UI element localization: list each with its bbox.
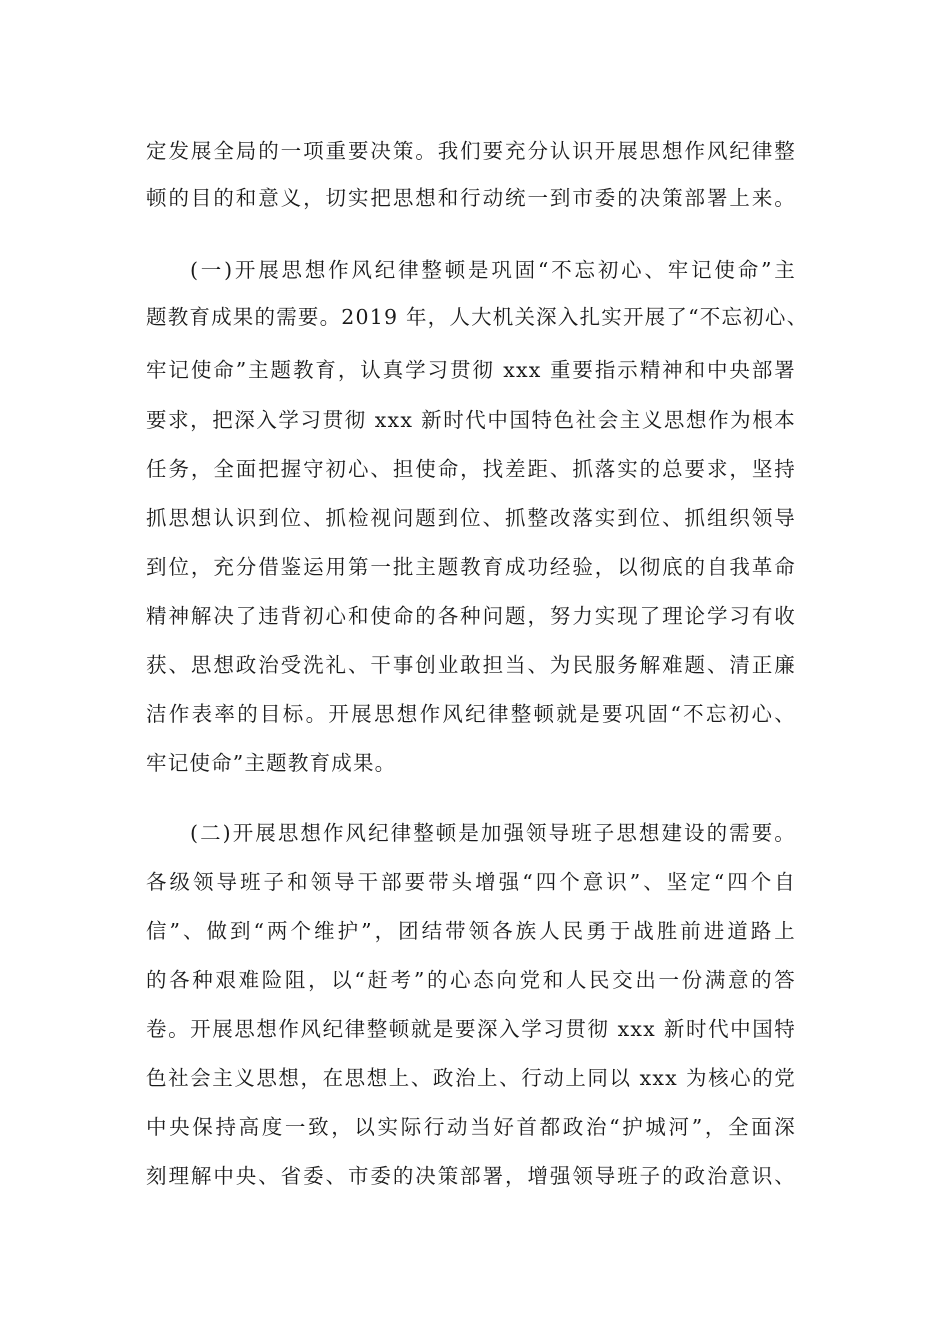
text-line: 任务，全面把握守初心、担使命，找差距、抓落实的总要求，坚持 (146, 457, 796, 481)
text-line: 牢记使命”主题教育成果。 (146, 751, 397, 775)
text-line: 信”、做到“两个维护”，团结带领各族人民勇于战胜前进道路上 (146, 919, 796, 943)
text-line: 要求，把深入学习贯彻 xxx 新时代中国特色社会主义思想作为根本 (146, 408, 796, 432)
text-line: 洁作表率的目标。开展思想作风纪律整顿就是要巩固“不忘初心、 (146, 702, 796, 726)
text-line: 色社会主义思想，在思想上、政治上、行动上同以 xxx 为核心的党 (146, 1066, 796, 1090)
text-line: 牢记使命”主题教育，认真学习贯彻 xxx 重要指示精神和中央部署 (146, 358, 796, 382)
text-line: 抓思想认识到位、抓检视问题到位、抓整改落实到位、抓组织领导 (146, 506, 796, 530)
text-line: 刻理解中央、省委、市委的决策部署，增强领导班子的政治意识、 (146, 1164, 796, 1188)
text-line: 到位，充分借鉴运用第一批主题教育成功经验，以彻底的自我革命 (146, 555, 796, 579)
paragraph-heading-2: (二)开展思想作风纪律整顿是加强领导班子思想建设的需要。 (190, 821, 796, 845)
text-line: 卷。开展思想作风纪律整顿就是要深入学习贯彻 xxx 新时代中国特 (146, 1017, 796, 1041)
text-line: 中央保持高度一致，以实际行动当好首都政治“护城河”，全面深 (146, 1115, 796, 1139)
text-line: 的各种艰难险阻，以“赶考”的心态向党和人民交出一份满意的答 (146, 968, 796, 992)
text-line: 顿的目的和意义，切实把思想和行动统一到市委的决策部署上来。 (146, 186, 796, 210)
text-line: 定发展全局的一项重要决策。我们要充分认识开展思想作风纪律整 (146, 139, 796, 163)
text-line: 获、思想政治受洗礼、干事创业敢担当、为民服务解难题、清正廉 (146, 653, 796, 677)
text-line: 题教育成果的需要。2019 年，人大机关深入扎实开展了“不忘初心、 (146, 305, 809, 329)
text-line: 精神解决了违背初心和使命的各种问题，努力实现了理论学习有收 (146, 604, 796, 628)
paragraph-heading-1: (一)开展思想作风纪律整顿是巩固“不忘初心、牢记使命”主 (190, 258, 796, 282)
text-line: 各级领导班子和领导干部要带头增强“四个意识”、坚定“四个自 (146, 870, 796, 894)
